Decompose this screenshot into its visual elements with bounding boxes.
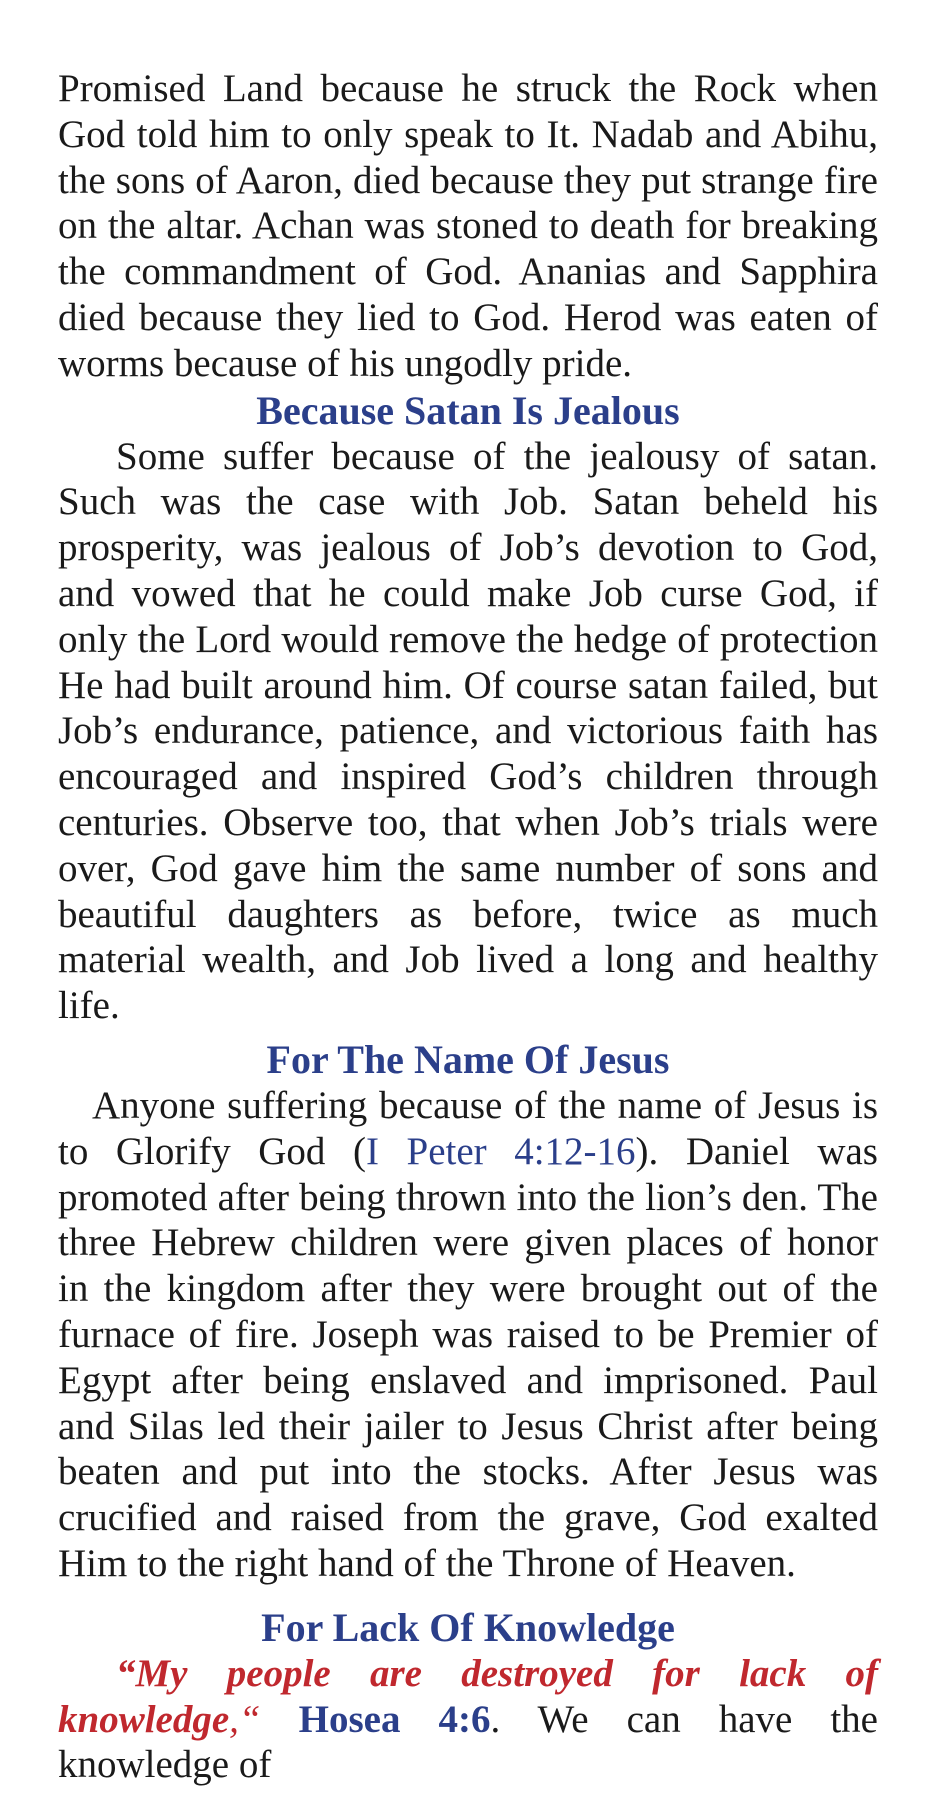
heading-name-of-jesus: For The Name Of Jesus xyxy=(266,1036,670,1082)
intro-paragraph: Promised Land because he struck the Rock when God told him to only speak to It. Nadab and Abihu, the sons of Aaron, died because they put strange fire on the altar. Achan was stoned to death for breaking the commandment of God. Ananias and Sapphira died because they lied to God. Herod was eaten of worms because of his ungodly pride. xyxy=(58,67,878,385)
scripture-reference-hosea: Hosea 4:6 xyxy=(298,1697,491,1741)
scripture-quote: “My people are destroyed for lack of knowledge xyxy=(58,1651,878,1741)
knowledge-paragraph xyxy=(58,1651,878,1788)
jesus-text-after: ). Daniel was promoted after being thrown into the lion’s den. The three Hebrew children were given places of honor in the kingdom after they were brought out of the furnace of fire. Joseph was raised to be Premier of Egypt after being enslaved and imprisoned. Paul and Silas led their jailer to Jesus Christ after being beaten and put into the stocks. After Jesus was crucified and raised from the grave, God exalted Him to the right hand of the Throne of Heaven. xyxy=(58,1129,878,1585)
scripture-reference-peter: I Peter 4:12-16 xyxy=(365,1129,636,1173)
heading-lack-of-knowledge: For Lack Of Knowledge xyxy=(261,1604,675,1650)
quote-close: ,“ xyxy=(229,1697,299,1741)
jesus-text-before: Anyone suffering because of the name of Jesus is to Glorify God ( xyxy=(58,1083,878,1173)
document-page xyxy=(58,66,878,1788)
heading-satan-jealous: Because Satan Is Jealous xyxy=(256,387,680,433)
knowledge-text-after: . We can have the knowledge of xyxy=(58,1697,878,1787)
jesus-paragraph xyxy=(58,1083,878,1587)
satan-paragraph: Some suffer because of the jealousy of satan. Such was the case with Job. Satan beheld his prosperity, was jealous of Job’s devotion to God, and vowed that he could make Job curse God, if only the Lord would remove the hedge of protection He had built around him. Of course satan failed, but Job’s endurance, patience, and victorious faith has encouraged and inspired God’s children through centuries. Observe too, that when Job’s trials were over, God gave him the same number of sons and beautiful daughters as before, twice as much material wealth, and Job lived a long and healthy life. xyxy=(58,434,878,1028)
